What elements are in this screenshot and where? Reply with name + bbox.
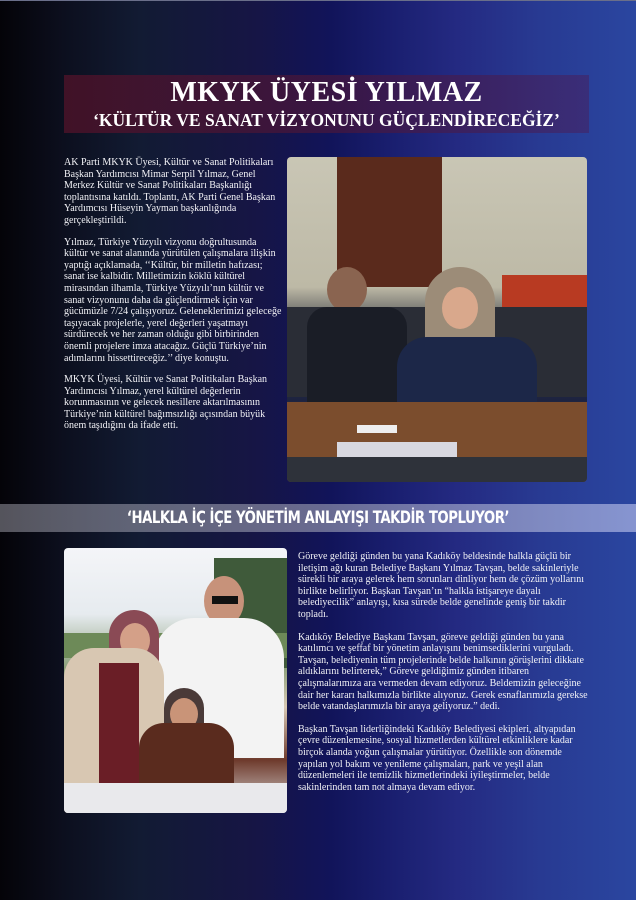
article2-headline: ‘HALKLA İÇ İÇE YÖNETİM ANLAYIŞI TAKDİR TOPLUYOR’ — [126, 508, 510, 528]
article1-paragraph: Yılmaz, Türkiye Yüzyılı vizyonu doğrultusunda kültür ve sanat alanında yürütülen çalışmalara ilişkin yaptığı açıklamada, ‘‘Kültür, bir milletin hafızası; sanat ise kalbidir. Milletimizin köklü kültürel mirasından ilhamla, Türkiye Yüzyılı’nın kültür ve sanat vizyonunu daha da güçlendirmek için var gücümüzle 7/24 çalışıyoruz. Geleneklerimizi geleceğe taşıyacak projelerle, yerel değerleri yaşatmayı sürdürecek ve her zaman olduğu gibi birbirinden önemli projelere imza atacağız. Güçlü Türkiye’nin adımlarını hissettireceğiz.’’ diye konuştu. — [64, 236, 282, 364]
photo-woman-face-shape — [442, 287, 478, 329]
article1-paragraph: MKYK Üyesi, Kültür ve Sanat Politikaları Başkan Yardımcısı Yılmaz, yerel kültürel değerlerin korunmasının ve gelecek nesillere aktarılmasının Türkiye’nin kültürel bağımsızlığı açısından büyük önem taşıdığını da ifade etti. — [64, 374, 268, 432]
article1-title-band — [64, 75, 589, 133]
article2-banner — [0, 504, 636, 532]
photo-table-items-shape — [64, 783, 287, 813]
article1-photo — [287, 157, 587, 482]
photo-paper-shape — [357, 425, 397, 433]
article2-photo — [64, 548, 287, 813]
photo-table-edge-shape — [287, 457, 587, 482]
article1-headline: MKYK ÜYESİ YILMAZ — [170, 77, 483, 108]
photo-man-head-shape — [327, 267, 367, 312]
photo-brochure-shape — [337, 442, 457, 457]
article1-paragraph: AK Parti MKYK Üyesi, Kültür ve Sanat Politikaları Başkan Yardımcısı Mimar Serpil Yılmaz, Genel Merkez Kültür ve Sanat Politikaları Başkanlığı toplantısına katıldı. Toplantı, AK Parti Genel Başkan Yardımcısı Hüseyin Yayman başkanlığında gerçekleştirildi. — [64, 157, 276, 226]
photo-sunglasses-shape — [212, 596, 238, 604]
article2-body — [298, 551, 590, 804]
article1-subheadline: ‘KÜLTÜR VE SANAT VİZYONUNU GÜÇLENDİRECEĞİZ’ — [93, 110, 560, 130]
photo-man-suit-shape — [307, 307, 407, 417]
article1-body — [64, 157, 282, 442]
top-edge-line — [0, 0, 636, 1]
article2-paragraph: Kadıköy Belediye Başkanı Tavşan, göreve geldiği günden bu yana katılımcı ve şeffaf bir yönetim anlayışını benimsediklerini vurguladı. Tavşan, belediyenin tüm projelerinde belde halkının görüşlerini dikkate aldıklarını belirterek,” Göreve geldiğimiz günden itibaren çalışmalarımıza ara vermeden devam ediyoruz. Beldemizin geleceğine dair her kararı halkımızla birlikte alıyoruz. Gerek esnaflarımızla gerekse belde vatandaşlarımızla bir araya geliyoruz.” dedi. — [298, 631, 588, 713]
article2-paragraph: Göreve geldiği günden bu yana Kadıköy beldesinde halkla güçlü bir iletişim ağı kuran Belediye Başkanı Yılmaz Tavşan, belde sakinleriyle sürekli bir araya gelerek hem sorunları dinliyor hem de çözüm yollarını birlikte belirliyor. Başkan Tavşan’ın “halkla istişareye dayalı belediyecilik” anlayışı, kısa sürede belde genelinde geniş bir takdir topladı. — [298, 551, 585, 620]
article2-paragraph: Başkan Tavşan liderliğindeki Kadıköy Belediyesi ekipleri, altyapıdan çevre düzenlemesine, sosyal hizmetlerden kültürel etkinliklere kadar birçok alanda yoğun çalışmalar yürütüyor. Özellikle son dönemde yapılan yol bakım ve yenileme çalışmaları, park ve yeşil alan düzenlemeleri ile temizlik hizmetlerindeki iyileştirmeler, belde sakinlerinden tam not almaya devam ediyor. — [298, 723, 576, 793]
